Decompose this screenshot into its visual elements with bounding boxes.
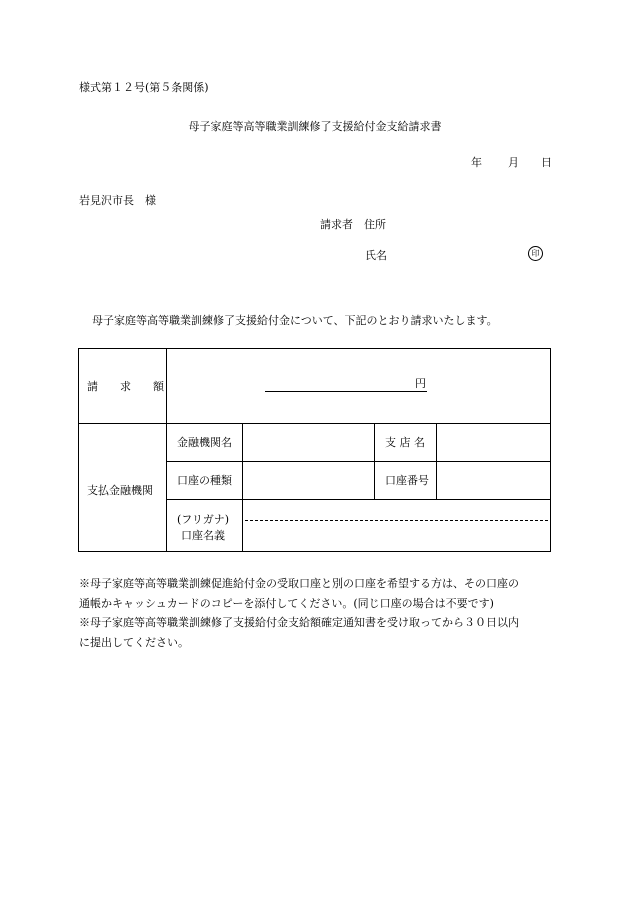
date-month-label: 月 <box>508 156 519 169</box>
table-column-divider <box>436 423 437 499</box>
applicant-name-label: 氏名 <box>365 249 387 262</box>
amount-input-line[interactable] <box>265 391 427 392</box>
note-line: 通帳かキャッシュカードのコピーを添付してください。(同じ口座の場合は不要です) <box>79 596 494 610</box>
date-year-label: 年 <box>471 156 482 169</box>
claim-form-table <box>78 348 551 552</box>
form-number: 様式第１２号(第５条関係) <box>79 81 209 94</box>
table-column-divider <box>242 499 243 551</box>
branch-name-label: 支 店 名 <box>385 436 425 449</box>
bank-section-label: 支払金融機関 <box>87 484 153 497</box>
amount-unit: 円 <box>415 377 426 390</box>
furigana-label: (フリガナ) <box>177 513 230 526</box>
account-holder-label: 口座名義 <box>181 529 225 542</box>
furigana-divider <box>245 520 548 521</box>
applicant-address-label: 請求者 住所 <box>320 218 386 231</box>
notes <box>79 574 559 652</box>
addressee: 岩見沢市長 様 <box>79 194 156 207</box>
note-line: ※母子家庭等高等職業訓練修了支援給付金支給額確定通知書を受け取ってから３０日以内 <box>79 616 519 629</box>
document-title: 母子家庭等高等職業訓練修了支援給付金支給請求書 <box>188 120 442 133</box>
table-row-divider <box>167 461 550 462</box>
table-column-divider <box>242 423 243 499</box>
bank-name-label: 金融機関名 <box>177 436 232 449</box>
note-line: に提出してください。 <box>79 635 189 649</box>
table-row-divider <box>167 499 550 500</box>
intro-text: 母子家庭等高等職業訓練修了支援給付金について、下記のとおり請求いたします。 <box>92 314 498 327</box>
note-line: ※母子家庭等高等職業訓練促進給付金の受取口座と別の口座を希望する方は、その口座の <box>79 577 519 590</box>
table-column-divider <box>166 349 167 551</box>
amount-label: 請 求 額 <box>87 380 164 393</box>
table-column-divider <box>374 423 375 499</box>
seal-mark-icon: 印 <box>528 246 543 261</box>
table-row-divider <box>79 423 550 424</box>
account-number-label: 口座番号 <box>385 474 429 487</box>
date-day-label: 日 <box>541 156 552 169</box>
account-type-label: 口座の種類 <box>177 474 232 487</box>
